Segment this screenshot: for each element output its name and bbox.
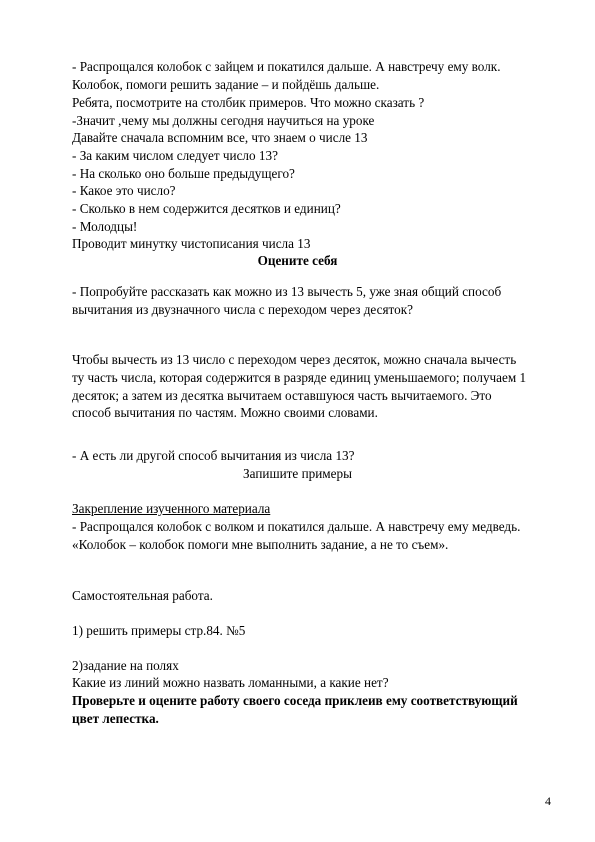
task-subtract-5-a: - Попробуйте рассказать как можно из 13 вычесть 5, уже зная общий способ (72, 284, 502, 299)
question-which-number: - Какое это число? (72, 183, 176, 198)
heading-reinforcement: Закрепление изученного материала (72, 501, 271, 516)
task-subtract-5-b: вычитания из двузначного числа с переходом через десяток? (72, 302, 413, 317)
heading-independent-work: Самостоятельная работа. (72, 588, 213, 603)
recall-13: Давайте сначала вспомним все, что знаем о числе 13 (72, 130, 368, 145)
calligraphy-line: Проводит минутку чистописания числа 13 (72, 236, 311, 251)
story-line-bear: - Распрощался колобок с волком и покатился дальше. А навстречу ему медведь. (72, 519, 521, 534)
task-2-question: Какие из линий можно назвать ломанными, а какие нет? (72, 675, 389, 690)
question-how-much-more: - На сколько оно больше предыдущего? (72, 166, 295, 181)
story-line-help: Колобок, помоги решить задание – и пойдёшь дальше. (72, 77, 380, 92)
task-1: 1) решить примеры стр.84. №5 (72, 623, 246, 638)
question-goal: -Значит ,чему мы должны сегодня научиться на уроке (72, 113, 375, 128)
method-line-4: способ вычитания по частям. Можно своими словами. (72, 405, 378, 420)
question-tens-units: - Сколько в нем содержится десятков и единиц? (72, 201, 341, 216)
question-examples: Ребята, посмотрите на столбик примеров. Что можно сказать ? (72, 95, 425, 110)
praise-line: - Молодцы! (72, 219, 138, 234)
question-other-method: - А есть ли другой способ вычитания из числа 13? (72, 448, 355, 463)
method-line-3: десяток; а затем из десятка вычитаем оставшуюся часть вычитаемого. Это (72, 388, 492, 403)
story-line-hare: - Распрощался колобок с зайцем и покатился дальше. А навстречу ему волк. (72, 59, 501, 74)
method-line-1: Чтобы вычесть из 13 число с переходом через десяток, можно сначала вычесть (72, 352, 517, 367)
peer-check-line-1: Проверьте и оцените работу своего соседа приклеив ему соответствующий (72, 693, 518, 708)
heading-self-assess: Оцените себя (257, 253, 338, 268)
question-follows: - За каким числом следует число 13? (72, 148, 278, 163)
story-line-bear-quote: «Колобок – колобок помоги мне выполнить задание, а не то съем». (72, 537, 449, 552)
method-line-2: ту часть числа, которая содержится в разряде единиц уменьшаемого; получаем 1 (72, 370, 527, 385)
peer-check-line-2: цвет лепестка. (72, 711, 159, 726)
task-2: 2)задание на полях (72, 658, 179, 673)
heading-write-examples: Запишите примеры (243, 466, 352, 481)
page-number: 4 (545, 794, 551, 808)
